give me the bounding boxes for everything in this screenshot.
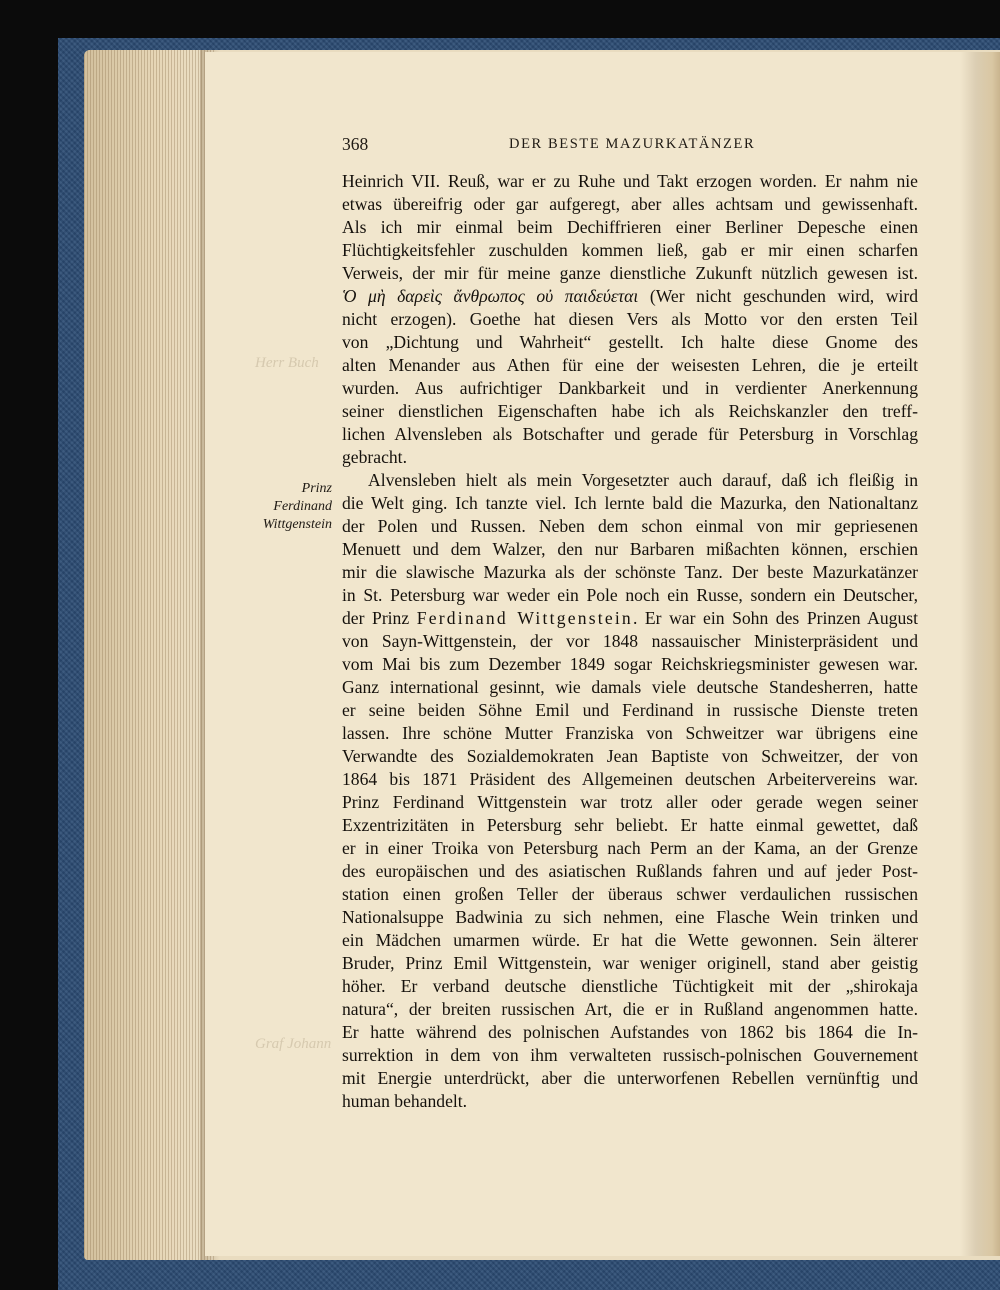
text-line: Prinz Ferdinand Wittgenstein war trotz aller oder gerade wegen seiner (342, 792, 918, 812)
text-line: gebracht. (342, 447, 407, 467)
greek-quote: Ὁ μὴ δαρεὶς ἄνθρωπος οὐ παιδεύεται (342, 286, 639, 306)
text-line (342, 285, 918, 308)
text-line: Als ich mir einmal beim Dechiffrieren einer Berliner Depesche einen (342, 217, 918, 237)
text-line (342, 607, 918, 630)
text-line: ein Mädchen umarmen würde. Er hat die Wette gewonnen. Sein älterer (342, 930, 918, 950)
text-line: Flüchtigkeitsfehler zuschulden kommen ließ, gab er mir einen scharfen (342, 240, 918, 260)
text-line: Er hatte während des polnischen Aufstandes von 1862 bis 1864 die In- (342, 1022, 918, 1042)
text-line: Verweis, der mir für meine ganze dienstliche Zukunft nützlich gewesen ist. (342, 263, 918, 283)
text-line: die Welt ging. Ich tanzte viel. Ich lernte bald die Mazurka, den Nationaltanz (342, 493, 918, 513)
text-line: human behandelt. (342, 1091, 468, 1111)
margin-note-line: Wittgenstein (262, 517, 332, 532)
page-header (342, 134, 918, 156)
text-line: station einen großen Teller der überaus schwer verdaulichen russischen (342, 884, 918, 904)
text-segment: . Er war ein Sohn des Prinzen August (632, 608, 918, 628)
text-line: er in einer Troika von Petersburg nach Perm an der Kama, an der Grenze (342, 838, 918, 858)
text-line: 1864 bis 1871 Präsident des Allgemeinen deutschen Arbeitervereins war. (342, 769, 918, 789)
text-line: seiner dienstlichen Eigenschaften habe ich als Reichskanzler den treff- (342, 401, 918, 421)
text-line: nicht erzogen). Goethe hat diesen Vers als Motto vor den ersten Teil (342, 309, 918, 329)
page-edges (84, 50, 214, 1260)
margin-note-line: Prinz (301, 481, 332, 496)
text-line: alten Menander aus Athen für eine der weisesten Lehren, die je erteilt (342, 355, 918, 375)
margin-note (220, 480, 332, 534)
text-line: Alvensleben hielt als mein Vorgesetzter auch darauf, daß ich fleißig in (368, 470, 918, 490)
text-line: Nationalsuppe Badwinia zu sich nehmen, eine Flasche Wein trinken und (342, 907, 918, 927)
text-line: Heinrich VII. Reuß, war er zu Ruhe und Takt erzogen worden. Er nahm nie (342, 171, 918, 191)
text-segment: (Wer nicht geschunden wird, wird (649, 286, 918, 306)
text-line: Menuett und dem Walzer, den nur Barbaren mißachten können, erschien (342, 539, 918, 559)
body-text (342, 170, 918, 1113)
spaced-name: Ferdinand Wittgenstein (416, 608, 633, 628)
text-line: surrektion in dem von ihm verwalteten russisch-polnischen Gouvernement (342, 1045, 918, 1065)
gutter-shadow (960, 52, 1000, 1256)
text-line: lassen. Ihre schöne Mutter Franziska von Schweitzer war übrigens eine (342, 723, 918, 743)
text-line: mit Energie unterdrückt, aber die unterworfenen Rebellen vernünftig und (342, 1068, 918, 1088)
text-line: er seine beiden Söhne Emil und Ferdinand in russische Dienste treten (342, 700, 918, 720)
text-line: etwas übereifrig oder gar aufgeregt, aber alles achtsam und gewissenhaft. (342, 194, 918, 214)
running-head: DER BESTE MAZURKATÄNZER (509, 136, 756, 152)
bleed-through: Herr Buch (255, 355, 319, 371)
text-line: wurden. Aus aufrichtiger Dankbarkeit und in verdienter Anerkennung (342, 378, 918, 398)
text-line: Ganz international gesinnt, wie damals viele deutsche Standesherren, hatte (342, 677, 918, 697)
text-line: höher. Er verband deutsche dienstliche Tüchtigkeit mit der „shirokaja (342, 976, 918, 996)
text-line: des europäischen und des asiatischen Rußlands fahren und auf jeder Post- (342, 861, 918, 881)
text-line: von Sayn-Wittgenstein, der vor 1848 nassauischer Ministerpräsident und (342, 631, 918, 651)
text-line: Exzentrizitäten in Petersburg sehr beliebt. Er hatte einmal gewettet, daß (342, 815, 918, 835)
text-line: von „Dichtung und Wahrheit“ gestellt. Ich halte diese Gnome des (342, 332, 918, 352)
text-line: Verwandte des Sozialdemokraten Jean Baptiste von Schweitzer, der von (342, 746, 918, 766)
margin-note-line: Ferdinand (273, 499, 332, 514)
text-line: Bruder, Prinz Emil Wittgenstein, war weniger originell, stand aber geistig (342, 953, 918, 973)
text-line: in St. Petersburg war weder ein Pole noch ein Russe, sondern ein Deutscher, (342, 585, 918, 605)
text-line: mir die slawische Mazurka als der schönste Tanz. Der beste Mazurkatänzer (342, 562, 918, 582)
text-line: natura“, der breiten russischen Art, die er in Rußland angenommen hatte. (342, 999, 918, 1019)
page-number: 368 (342, 134, 369, 154)
text-line: vom Mai bis zum Dezember 1849 sogar Reichskriegsminister gewesen war. (342, 654, 918, 674)
bleed-through: Graf Johann (255, 1036, 332, 1052)
text-line: lichen Alvensleben als Botschafter und gerade für Petersburg in Vorschlag (342, 424, 918, 444)
text-line: der Polen und Russen. Neben dem schon einmal von mir gepriesenen (342, 516, 918, 536)
text-segment: der Prinz (342, 608, 410, 628)
